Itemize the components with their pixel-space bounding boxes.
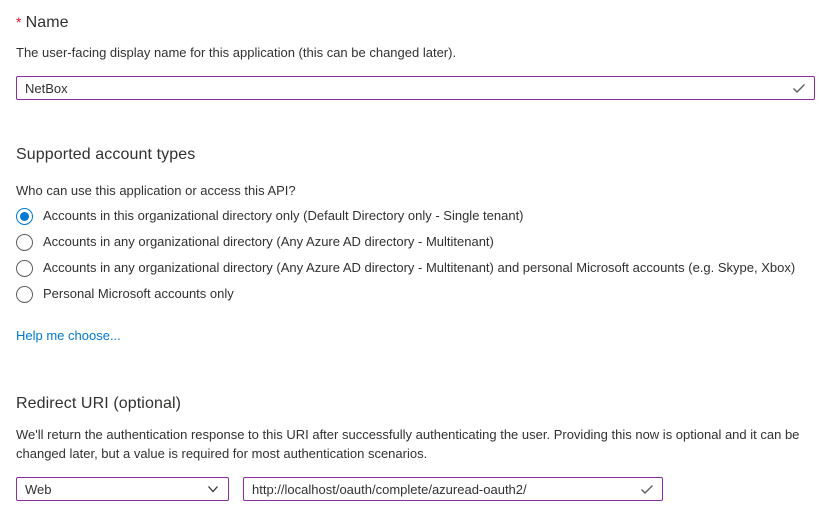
radio-option-multitenant[interactable] bbox=[16, 229, 815, 255]
name-section bbox=[16, 12, 815, 100]
platform-select-value: Web bbox=[25, 481, 52, 497]
help-me-choose-link[interactable]: Help me choose... bbox=[16, 328, 121, 343]
radio-option-label: Personal Microsoft accounts only bbox=[43, 286, 234, 301]
radio-button-icon bbox=[16, 286, 33, 303]
account-types-radio-group bbox=[16, 203, 815, 307]
name-input-wrap bbox=[16, 76, 815, 100]
account-types-question: Who can use this application or access this API? bbox=[16, 183, 296, 198]
radio-option-multitenant-personal[interactable] bbox=[16, 255, 815, 281]
required-asterisk: * bbox=[16, 14, 22, 30]
name-label-text: Name bbox=[25, 14, 69, 31]
radio-option-single-tenant[interactable] bbox=[16, 203, 815, 229]
radio-button-icon bbox=[16, 234, 33, 251]
redirect-uri-input-wrap bbox=[243, 477, 663, 501]
name-description: The user-facing display name for this application (this can be changed later). bbox=[16, 45, 457, 60]
chevron-down-icon bbox=[206, 482, 220, 496]
name-input[interactable] bbox=[16, 76, 815, 100]
radio-option-label: Accounts in this organizational directory only (Default Directory only - Single tenant) bbox=[43, 208, 524, 223]
redirect-uri-input[interactable] bbox=[243, 477, 663, 501]
redirect-uri-row bbox=[16, 477, 815, 501]
platform-select[interactable] bbox=[16, 477, 229, 501]
radio-button-icon bbox=[16, 208, 33, 225]
radio-option-personal-only[interactable] bbox=[16, 281, 815, 307]
radio-option-label: Accounts in any organizational directory (Any Azure AD directory - Multitenant) bbox=[43, 234, 494, 249]
radio-button-icon bbox=[16, 260, 33, 277]
redirect-uri-heading: Redirect URI (optional) bbox=[16, 395, 182, 412]
name-label bbox=[16, 12, 815, 33]
redirect-uri-section bbox=[16, 394, 815, 501]
account-types-section bbox=[16, 145, 815, 345]
redirect-uri-description: We'll return the authentication response to this URI after successfully authenticating the user. Providing this now is optional and it can be changed later, but a value is required for most authentication scenarios. bbox=[16, 427, 800, 461]
account-types-heading: Supported account types bbox=[16, 146, 196, 163]
radio-option-label: Accounts in any organizational directory (Any Azure AD directory - Multitenant) and personal Microsoft accounts (e.g. Skype, Xbox) bbox=[43, 260, 796, 275]
